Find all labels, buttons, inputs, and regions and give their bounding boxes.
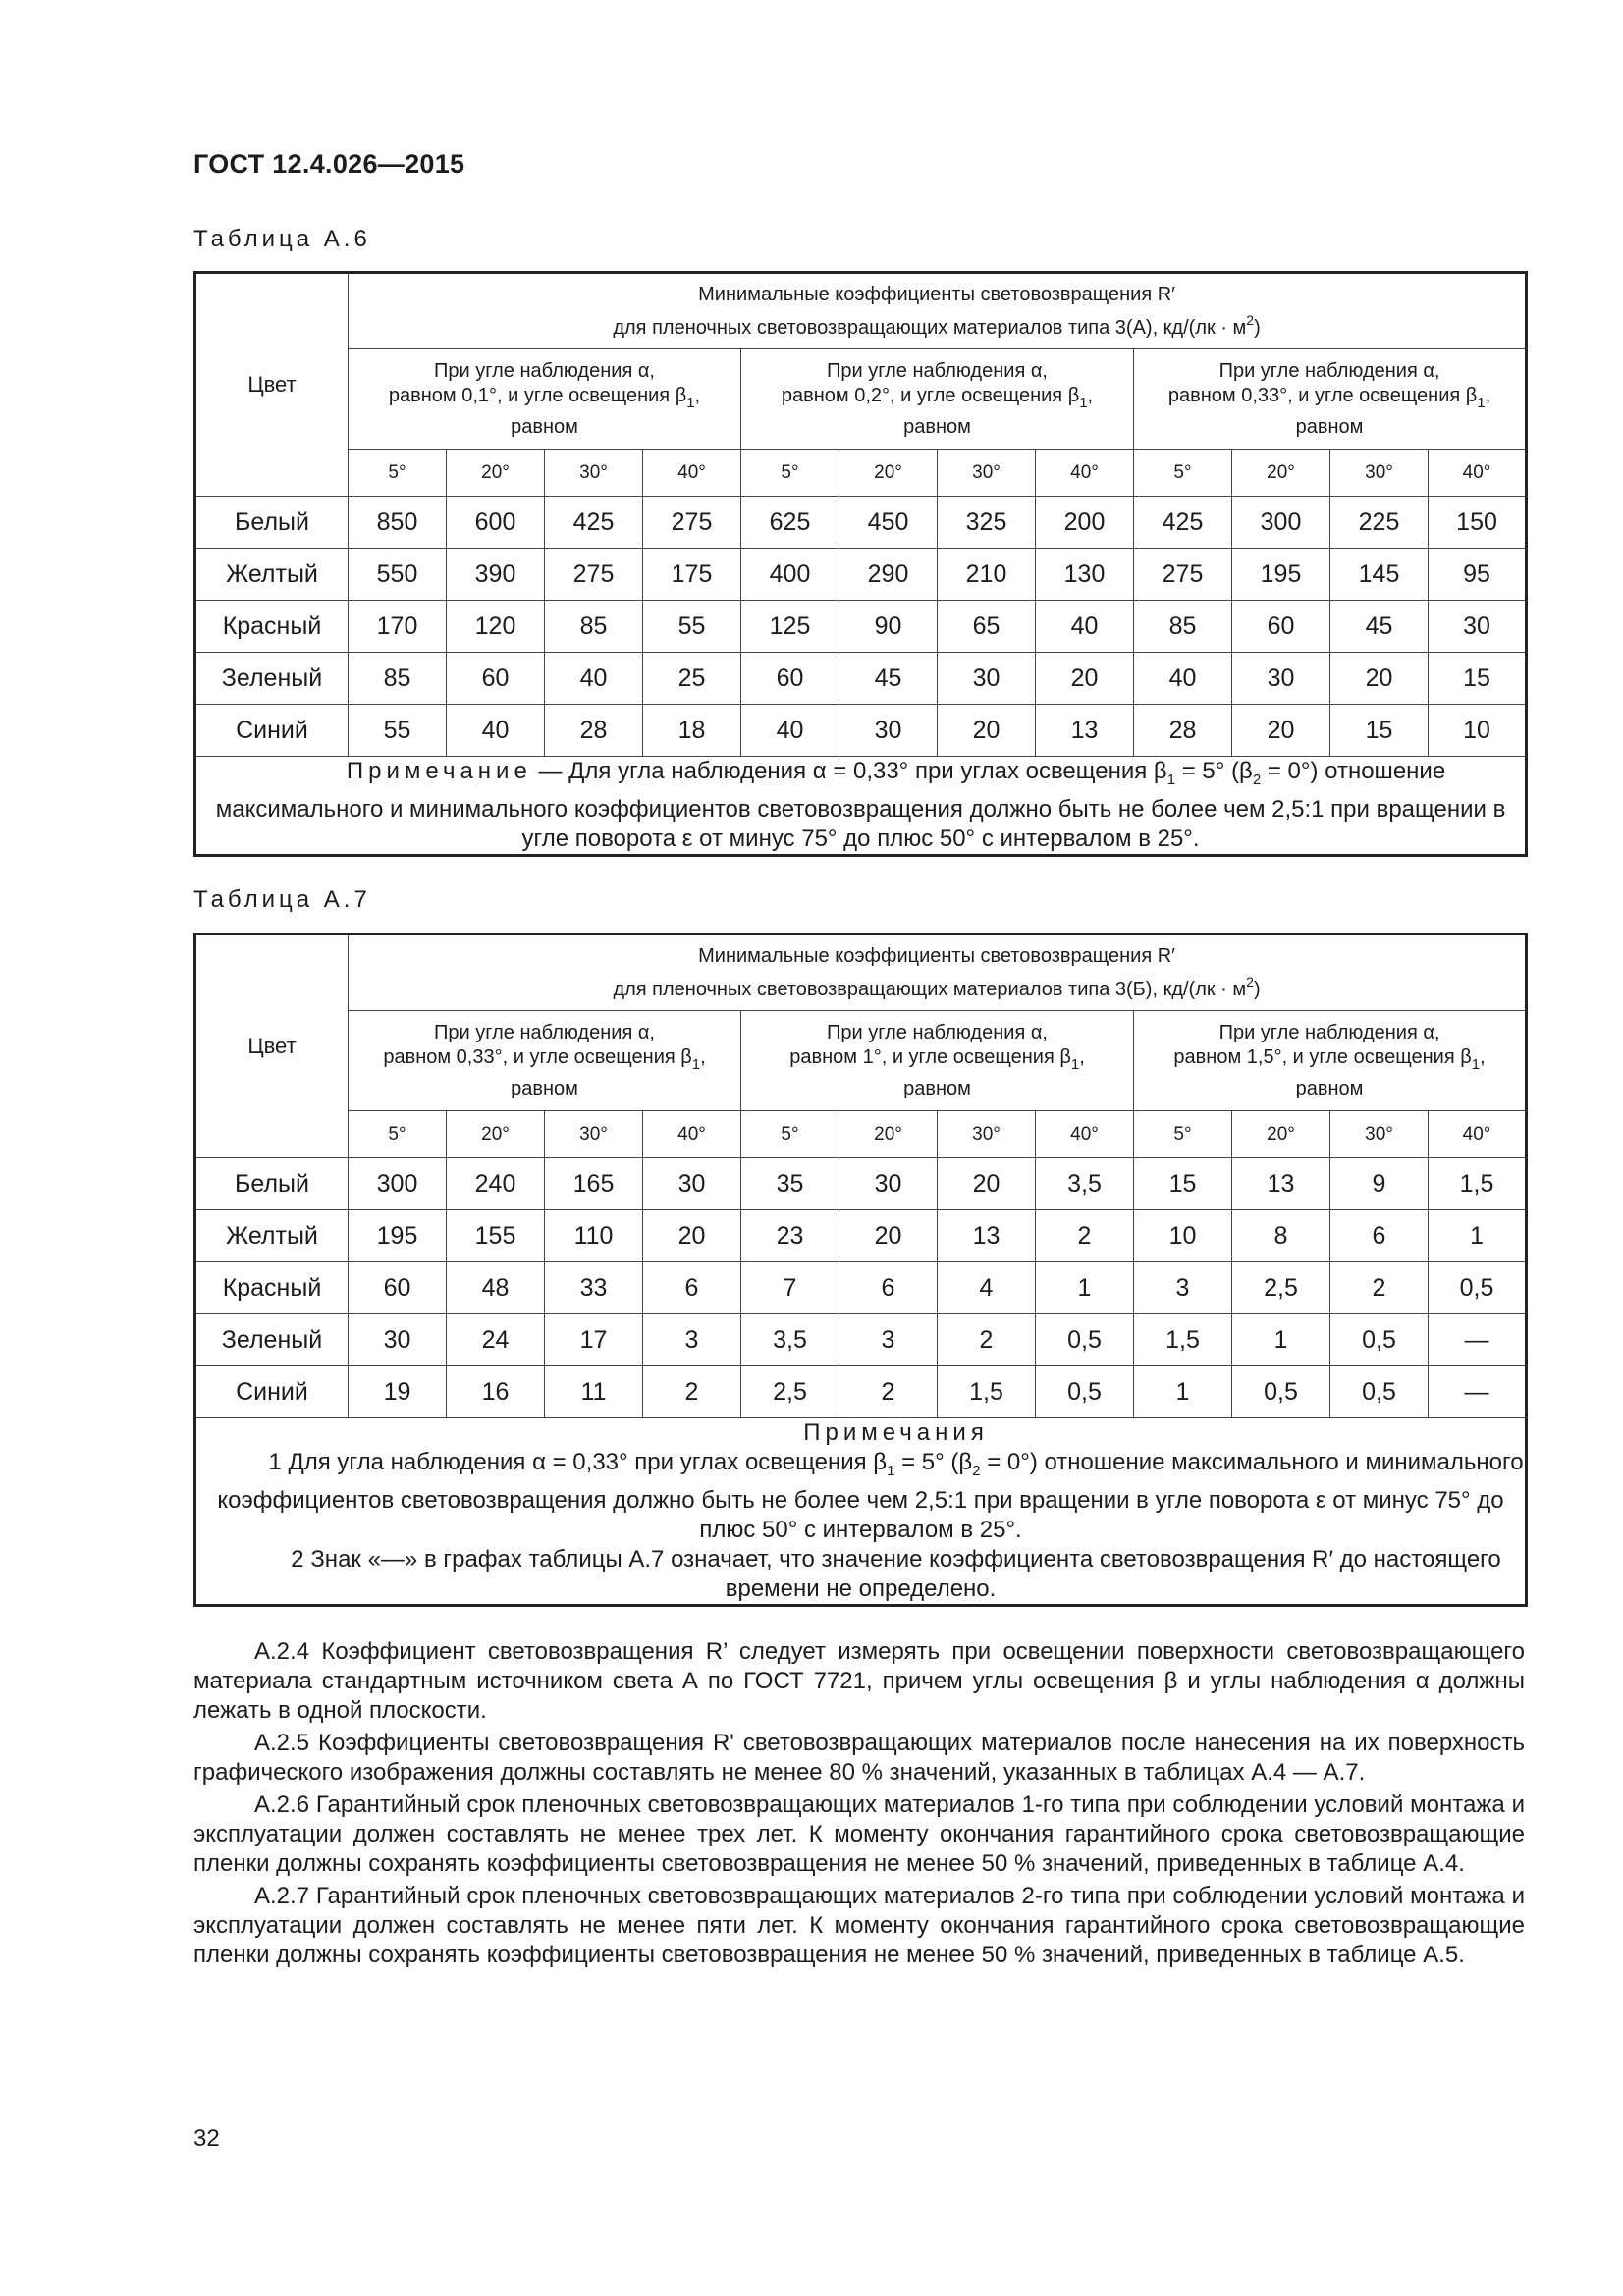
illumination-angle: 40° [1036, 1111, 1134, 1158]
table-note-row [195, 1418, 1527, 1606]
table-a6 [193, 271, 1528, 857]
table-cell: 10 [1134, 1210, 1232, 1262]
table-cell: 28 [1134, 705, 1232, 757]
table-cell: 85 [349, 653, 447, 705]
illumination-angle: 5° [741, 450, 839, 497]
table-cell: 55 [349, 705, 447, 757]
table-cell: 625 [741, 497, 839, 549]
table-cell: 0,5 [1429, 1262, 1527, 1314]
table-cell: 1 [1429, 1210, 1527, 1262]
illumination-angle: 30° [1330, 450, 1429, 497]
table-cell: — [1429, 1314, 1527, 1366]
table-cell: 2,5 [741, 1366, 839, 1418]
observation-group-header: При угле наблюдения α, равном 0,1°, и угле освещения $\beta_1$, равном [349, 349, 741, 450]
row-color-label: Желтый [195, 1210, 349, 1262]
observation-group-header: При угле наблюдения α, равном 1°, и угле освещения $\beta_1$, равном [741, 1011, 1134, 1111]
illumination-angle: 30° [545, 450, 643, 497]
table-cell: 6 [839, 1262, 938, 1314]
row-color-label: Белый [195, 1158, 349, 1210]
color-column-header: Цвет [195, 934, 349, 1158]
table-cell: 95 [1429, 549, 1527, 601]
table-cell: 30 [1429, 601, 1527, 653]
table-cell: 2 [1036, 1210, 1134, 1262]
table-cell: 60 [1232, 601, 1330, 653]
table-cell: 20 [643, 1210, 741, 1262]
table-cell: 600 [447, 497, 545, 549]
table-cell: 45 [839, 653, 938, 705]
table-cell: 275 [545, 549, 643, 601]
table-cell: 275 [643, 497, 741, 549]
table-cell: 35 [741, 1158, 839, 1210]
table-cell: 3 [1134, 1262, 1232, 1314]
table-cell: 0,5 [1036, 1314, 1134, 1366]
color-column-header: Цвет [195, 273, 349, 497]
observation-group-header: При угле наблюдения α, равном 0,2°, и угле освещения $\beta_1$, равном [741, 349, 1134, 450]
table-cell: 1,5 [938, 1366, 1036, 1418]
row-color-label: Зеленый [195, 1314, 349, 1366]
table-cell: 30 [839, 1158, 938, 1210]
table-cell: 10 [1429, 705, 1527, 757]
row-color-label: Зеленый [195, 653, 349, 705]
row-color-label: Желтый [195, 549, 349, 601]
table-cell: 33 [545, 1262, 643, 1314]
table-cell: 300 [349, 1158, 447, 1210]
table-cell: 30 [643, 1158, 741, 1210]
table-cell: 60 [349, 1262, 447, 1314]
table-cell: 0,5 [1232, 1366, 1330, 1418]
table-cell: 225 [1330, 497, 1429, 549]
table-cell: 9 [1330, 1158, 1429, 1210]
page-number: 32 [193, 2125, 220, 2152]
table-row [195, 1314, 1527, 1366]
table-cell: 195 [1232, 549, 1330, 601]
illumination-angle: 30° [545, 1111, 643, 1158]
table-row [195, 1158, 1527, 1210]
table-cell: 125 [741, 601, 839, 653]
table-cell: 15 [1429, 653, 1527, 705]
table-cell: 300 [1232, 497, 1330, 549]
table-cell: 200 [1036, 497, 1134, 549]
table-cell: 195 [349, 1210, 447, 1262]
table-cell: 19 [349, 1366, 447, 1418]
table-cell: 2 [839, 1366, 938, 1418]
table-notes: Примечания 1 Для угла наблюдения α = 0,33° при углах освещения $\beta_1 = 5^\circ$ $(\beta_2 = 0^\circ)$ отношение максимального и минимального коэффициентов световозвращения должно быть не более чем 2,5:1 при вращении в угле поворота ε от минус 75° до плюс 50° с интервалом в 25°. 2 Знак «—» в графах таблицы А.7 означает, что значение коэффициента световозвращения R′ до настоящего времени не определено. [195, 1418, 1527, 1606]
table-cell: 1 [1134, 1366, 1232, 1418]
illumination-angle: 20° [839, 1111, 938, 1158]
row-color-label: Красный [195, 601, 349, 653]
table-cell: 155 [447, 1210, 545, 1262]
table-cell: 1,5 [1134, 1314, 1232, 1366]
table-cell: 150 [1429, 497, 1527, 549]
illumination-angle: 5° [741, 1111, 839, 1158]
table-cell: 6 [643, 1262, 741, 1314]
table-cell: 15 [1134, 1158, 1232, 1210]
row-color-label: Белый [195, 497, 349, 549]
table-cell: 40 [447, 705, 545, 757]
table-cell: 450 [839, 497, 938, 549]
illumination-angle: 40° [1036, 450, 1134, 497]
table-cell: 17 [545, 1314, 643, 1366]
table-cell: 3,5 [741, 1314, 839, 1366]
table-cell: 2 [938, 1314, 1036, 1366]
table-cell: 20 [839, 1210, 938, 1262]
table-cell: 210 [938, 549, 1036, 601]
table-cell: 40 [545, 653, 643, 705]
paragraph-a2-4: А.2.4 Коэффициент световозвращения R’ следует измерять при освещении поверхности световозвращающего материала стандартным источником света А по ГОСТ 7721, причем углы освещения β и углы наблюдения α должны лежать в одной плоскости. [193, 1638, 1525, 1724]
table-cell: 20 [1232, 705, 1330, 757]
row-color-label: Красный [195, 1262, 349, 1314]
illumination-angle: 40° [1429, 1111, 1527, 1158]
table-cell: 165 [545, 1158, 643, 1210]
table-cell: 425 [1134, 497, 1232, 549]
table-cell: 48 [447, 1262, 545, 1314]
table-cell: 3 [643, 1314, 741, 1366]
illumination-angle: 5° [1134, 1111, 1232, 1158]
table-cell: 4 [938, 1262, 1036, 1314]
table-row [195, 1262, 1527, 1314]
paragraph-a2-6: А.2.6 Гарантийный срок пленочных световозвращающих материалов 1-го типа при соблюдении условий монтажа и эксплуатации должен составлять не менее трех лет. К моменту окончания гарантийного срока световозвращающие пленки должны сохранять коэффициенты световозвращения не менее 50 % значений, приведенных в таблице А.4. [193, 1791, 1525, 1877]
table-cell: 145 [1330, 549, 1429, 601]
table-cell: 2 [1330, 1262, 1429, 1314]
illumination-angle: 30° [938, 450, 1036, 497]
table-row [195, 601, 1527, 653]
row-color-label: Синий [195, 1366, 349, 1418]
table-cell: 3 [839, 1314, 938, 1366]
table-cell: 2 [643, 1366, 741, 1418]
table-note: Примечание — Для угла наблюдения α = 0,33° при углах освещения $\beta_1 = 5^\circ$ $(\beta_2 = 0^\circ)$ отношение максимального и минимального коэффициентов световозвращения должно быть не более чем 2,5:1 при вращении в угле поворота ε от минус 75° до плюс 50° с интервалом в 25°. [195, 757, 1527, 856]
table-cell: 16 [447, 1366, 545, 1418]
table-cell: 20 [1330, 653, 1429, 705]
table-cell: 550 [349, 549, 447, 601]
table-cell: 170 [349, 601, 447, 653]
table-cell: 1,5 [1429, 1158, 1527, 1210]
illumination-angle: 5° [349, 450, 447, 497]
table-row [195, 653, 1527, 705]
table-a6-caption: Таблица А.6 [193, 226, 371, 252]
paragraph-a2-5: А.2.5 Коэффициенты световозвращения R' световозвращающих материалов после нанесения на их поверхность графического изображения должны составлять не менее 80 % значений, указанных в таблицах А.4 — А.7. [193, 1730, 1525, 1786]
document-header: ГОСТ 12.4.026—2015 [193, 149, 465, 179]
table-cell: 40 [1134, 653, 1232, 705]
table-cell: 20 [1036, 653, 1134, 705]
table-cell: 120 [447, 601, 545, 653]
observation-group-header: При угле наблюдения α, равном 1,5°, и угле освещения $\beta_1$, равном [1134, 1011, 1527, 1111]
table-row [195, 497, 1527, 549]
table-cell: 390 [447, 549, 545, 601]
table-cell: 55 [643, 601, 741, 653]
table-cell: 290 [839, 549, 938, 601]
table-cell: 7 [741, 1262, 839, 1314]
table-cell: 0,5 [1330, 1314, 1429, 1366]
table-cell: 30 [839, 705, 938, 757]
table-cell: 11 [545, 1366, 643, 1418]
table-cell: 2,5 [1232, 1262, 1330, 1314]
illumination-angle: 40° [643, 1111, 741, 1158]
table-cell: 1 [1036, 1262, 1134, 1314]
table-a7 [193, 933, 1528, 1607]
table-cell: 28 [545, 705, 643, 757]
illumination-angle: 20° [1232, 1111, 1330, 1158]
table-cell: 130 [1036, 549, 1134, 601]
illumination-angle: 40° [1429, 450, 1527, 497]
table-cell: 45 [1330, 601, 1429, 653]
table-cell: 110 [545, 1210, 643, 1262]
observation-group-header: При угле наблюдения α, равном 0,33°, и угле освещения $\beta_1$, равном [349, 1011, 741, 1111]
table-cell: 24 [447, 1314, 545, 1366]
table-cell: 13 [938, 1210, 1036, 1262]
table-cell: 1 [1232, 1314, 1330, 1366]
table-cell: 30 [1232, 653, 1330, 705]
illumination-angle: 30° [1330, 1111, 1429, 1158]
table-cell: 850 [349, 497, 447, 549]
illumination-angle: 20° [447, 1111, 545, 1158]
illumination-angle: 40° [643, 450, 741, 497]
table-cell: 85 [1134, 601, 1232, 653]
table-cell: 40 [1036, 601, 1134, 653]
illumination-angle: 20° [1232, 450, 1330, 497]
illumination-angle: 20° [447, 450, 545, 497]
table-cell: 20 [938, 705, 1036, 757]
table-cell: 40 [741, 705, 839, 757]
degree-header-row [195, 450, 1527, 497]
table-cell: 6 [1330, 1210, 1429, 1262]
paragraph-a2-7: А.2.7 Гарантийный срок пленочных световозвращающих материалов 2-го типа при соблюдении условий монтажа и эксплуатации должен составлять не менее пяти лет. К моменту окончания гарантийного срока световозвращающие пленки должны сохранять коэффициенты световозвращения не менее 50 % значений, приведенных в таблице А.5. [193, 1883, 1525, 1968]
table-cell: 85 [545, 601, 643, 653]
table-cell: 15 [1330, 705, 1429, 757]
table-cell: — [1429, 1366, 1527, 1418]
table-cell: 175 [643, 549, 741, 601]
illumination-angle: 20° [839, 450, 938, 497]
table-cell: 0,5 [1036, 1366, 1134, 1418]
table-cell: 90 [839, 601, 938, 653]
table-cell: 20 [938, 1158, 1036, 1210]
table-cell: 8 [1232, 1210, 1330, 1262]
table-cell: 30 [349, 1314, 447, 1366]
table-row [195, 705, 1527, 757]
table-a7-caption: Таблица А.7 [193, 886, 371, 913]
table-cell: 18 [643, 705, 741, 757]
table-main-header: Минимальные коэффициенты световозвращения R′ для пленочных световозвращающих материалов типа 3(А), $кд/(лк \cdot м^2)$ [349, 273, 1527, 349]
table-note-row [195, 757, 1527, 856]
table-cell: 60 [447, 653, 545, 705]
table-row [195, 1366, 1527, 1418]
table-cell: 13 [1232, 1158, 1330, 1210]
table-cell: 30 [938, 653, 1036, 705]
table-cell: 60 [741, 653, 839, 705]
table-main-header: Минимальные коэффициенты световозвращения R′ для пленочных световозвращающих материалов типа 3(Б), $кд/(лк \cdot м^2)$ [349, 934, 1527, 1011]
body-text [193, 1637, 1525, 1973]
table-cell: 65 [938, 601, 1036, 653]
table-cell: 400 [741, 549, 839, 601]
illumination-angle: 5° [349, 1111, 447, 1158]
degree-header-row [195, 1111, 1527, 1158]
table-cell: 0,5 [1330, 1366, 1429, 1418]
illumination-angle: 5° [1134, 450, 1232, 497]
row-color-label: Синий [195, 705, 349, 757]
table-cell: 325 [938, 497, 1036, 549]
table-cell: 240 [447, 1158, 545, 1210]
table-cell: 13 [1036, 705, 1134, 757]
illumination-angle: 30° [938, 1111, 1036, 1158]
table-cell: 275 [1134, 549, 1232, 601]
observation-group-header: При угле наблюдения α, равном 0,33°, и угле освещения $\beta_1$, равном [1134, 349, 1527, 450]
table-row [195, 549, 1527, 601]
table-cell: 3,5 [1036, 1158, 1134, 1210]
table-cell: 25 [643, 653, 741, 705]
table-cell: 425 [545, 497, 643, 549]
table-cell: 23 [741, 1210, 839, 1262]
table-row [195, 1210, 1527, 1262]
